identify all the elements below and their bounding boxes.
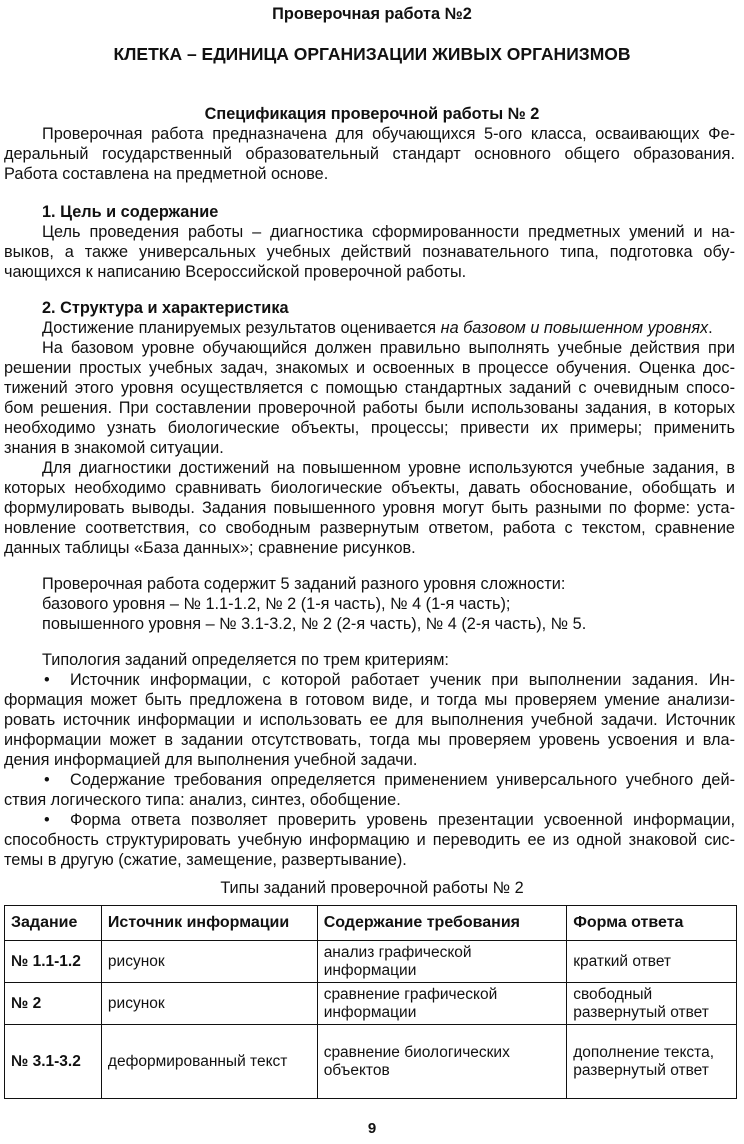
table-cell: анализ графической информации <box>317 941 567 983</box>
text-line: базового уровня – № 1.1-1.2, № 2 (1-я часть), № 4 (1-я часть); <box>42 595 511 613</box>
table-caption: Типы заданий проверочной работы № 2 <box>220 879 524 897</box>
text-line: ствия логического типа: анализ, синтез, обобщение. <box>4 791 401 809</box>
achievement-prefix: Достижение планируемых результатов оценивается <box>42 319 441 337</box>
typology-intro: Типология заданий определяется по трем критериям: <box>42 651 449 669</box>
bullet-marker: • <box>44 771 50 789</box>
text-line: Для диагностики достижений на повышенном уровне используются учебные задания, в <box>42 459 735 477</box>
table-cell: краткий ответ <box>567 941 737 983</box>
text-line: данных таблицы «База данных»; сравнение рисунков. <box>4 539 416 557</box>
work-title: Проверочная работа №2 <box>272 5 472 23</box>
text-line: Цель проведения работы – диагностика сформированности предметных умений и на- <box>42 223 735 241</box>
table-cell: свободный развернутый ответ <box>567 983 737 1025</box>
topic-title: КЛЕТКА – ЕДИНИЦА ОРГАНИЗАЦИИ ЖИВЫХ ОРГАНИЗМОВ <box>113 44 631 64</box>
table-cell: рисунок <box>101 941 317 983</box>
text-line: тижений этого уровня осуществляется с помощью стандартных заданий с очевидным спосо- <box>4 379 735 397</box>
bullet-marker: • <box>44 811 50 829</box>
text-line: формация может быть предложена в готовом виде, и тогда мы проверяем умение анализи- <box>4 691 735 709</box>
page-number: 9 <box>367 1120 377 1137</box>
table-row <box>5 1025 737 1099</box>
text-line: которых необходимо сравнивать биологические объекты, давать обоснование, обобщать и <box>4 479 735 497</box>
text-line: Источник информации, с которой работает ученик при выполнении задания. Ин- <box>70 671 735 689</box>
text-line: На базовом уровне обучающийся должен правильно выполнять учебные действия при <box>42 339 735 357</box>
table-cell-task: № 3.1-3.2 <box>5 1025 102 1099</box>
text-line: выков, а также универсальных учебных действий познавательного типа, подготовка обу- <box>4 243 735 261</box>
text-line: Работа составлена на предметной основе. <box>4 165 329 183</box>
table-row <box>5 983 737 1025</box>
text-line: информации может в задании отсутствовать, тогда мы проверяем уровень усвоения и вла- <box>4 731 735 749</box>
text-line: ровать источник информации и использовать ее для выполнения учебной задачи. Источник <box>4 711 735 729</box>
spec-title: Спецификация проверочной работы № 2 <box>204 105 540 123</box>
text-line: Содержание требования определяется применением универсального учебного дей- <box>70 771 735 789</box>
table-cell: рисунок <box>101 983 317 1025</box>
text-line: чающихся к написанию Всероссийской проверочной работы. <box>4 263 467 281</box>
text-line: решении простых учебных задач, знакомых и освоенных в процессе обучения. Оценка дос- <box>4 359 735 377</box>
table-cell: сравнение биологических объектов <box>317 1025 567 1099</box>
text-line: дения информацией для выполнения учебной задачи. <box>4 751 418 769</box>
table-cell-task: № 2 <box>5 983 102 1025</box>
table-cell: сравнение графической информации <box>317 983 567 1025</box>
text-line: способность структурировать учебную информацию и переводить ее из одной знаковой сис- <box>4 831 735 849</box>
text-line: формулировать выводы. Задания повышенного уровня могут быть разными по форме: уста- <box>4 499 735 517</box>
table-header-cell: Форма ответа <box>567 906 737 941</box>
text-line: знания в знакомой ситуации. <box>4 439 224 457</box>
table-header-cell: Задание <box>5 906 102 941</box>
text-line: повышенного уровня – № 3.1-3.2, № 2 (2-я часть), № 4 (2-я часть), № 5. <box>42 615 587 633</box>
bullet-marker: • <box>44 671 50 689</box>
text-line: Проверочная работа предназначена для обучающихся 5-ого класса, осваивающих Фе- <box>42 125 735 143</box>
achievement-suffix: . <box>708 319 713 337</box>
table-header-cell: Содержание требования <box>317 906 567 941</box>
table-cell: деформированный текст <box>101 1025 317 1099</box>
text-line: бом решения. При составлении проверочной работы были использованы задания, в которых <box>4 399 735 417</box>
section1-heading: 1. Цель и содержание <box>42 203 219 221</box>
section2-heading: 2. Структура и характеристика <box>42 299 289 317</box>
achievement-line <box>42 318 713 338</box>
text-line: темы в другую (сжатие, замещение, развертывание). <box>4 851 407 869</box>
table-cell: дополнение текста, развернутый ответ <box>567 1025 737 1099</box>
text-line: деральный государственный образовательный стандарт основного общего образования. <box>4 145 735 163</box>
text-line: Проверочная работа содержит 5 заданий разного уровня сложности: <box>42 575 566 593</box>
text-line: новление соответствия, со свободным развернутым ответом, работа с текстом, сравнение <box>4 519 735 537</box>
table-row <box>5 941 737 983</box>
table-header-cell: Источник информации <box>101 906 317 941</box>
text-line: Форма ответа позволяет проверить уровень презентации усвоенной информации, <box>70 811 735 829</box>
achievement-levels: на базовом и повышенном уровнях <box>440 319 709 337</box>
task-types-table <box>4 905 737 1099</box>
table-header-row <box>5 906 737 941</box>
table-cell-task: № 1.1-1.2 <box>5 941 102 983</box>
text-line: необходимо узнать биологические объекты, процессы; привести их примеры; применить <box>4 419 735 437</box>
